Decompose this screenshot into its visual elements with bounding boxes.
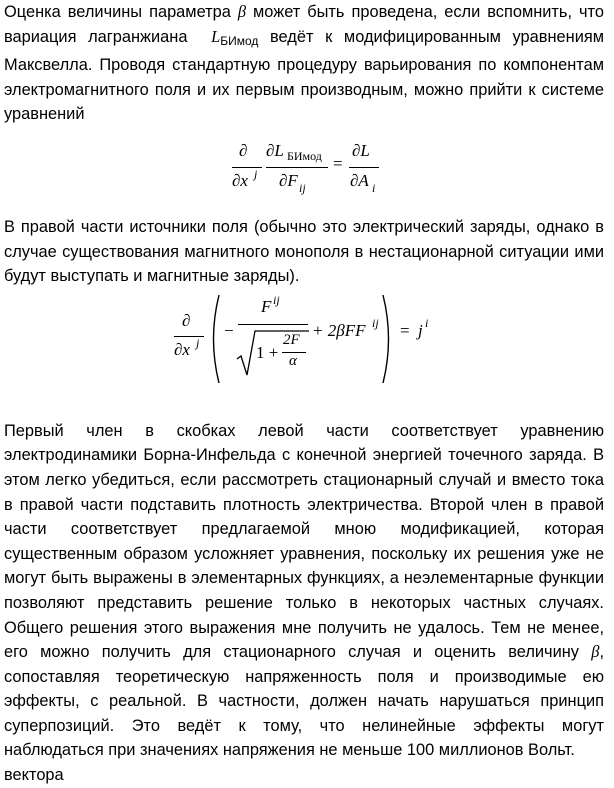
- eq1-rhs-num: ∂L: [352, 140, 370, 160]
- eq2-frac-den: α: [289, 352, 297, 369]
- eq2-fraction-bar-1: [174, 336, 204, 337]
- eq1-partial: ∂: [239, 140, 248, 160]
- eq1-fraction-bar-2: [266, 167, 328, 168]
- eq2-main-fraction-bar: [238, 324, 308, 325]
- eq1-num-sub: БИмод: [287, 148, 322, 163]
- eq1-den-df: ∂F: [279, 170, 298, 190]
- beta-symbol: β: [237, 2, 247, 21]
- eq2-one-plus: 1 +: [256, 342, 279, 362]
- eq1-dx: ∂x: [232, 170, 248, 190]
- eq2-rhs: j: [418, 320, 423, 340]
- eq2-left-paren: [206, 293, 222, 385]
- paragraph-sources: В правой части источники поля (обычно это электрический заряды, однако в случае существования магнитного монополя в нестационарной ситуации ими будут выступать и магнитные заряды).: [4, 217, 604, 286]
- eq1-dx-sup: j: [254, 166, 258, 181]
- eq2-right-paren: [380, 293, 396, 385]
- equation-1: [4, 127, 604, 215]
- eq2-partial: ∂: [182, 310, 191, 330]
- eq1-fraction-bar-3: [349, 167, 379, 168]
- paragraph-intro-text-3: ведёт к модифицированным уравнениям Максвелла. Проводя стандартную процедуру варьирования по компонентам электромагнитного поля и их первым производным, можно прийти к системе уравнений: [4, 27, 604, 124]
- eq2-dx: ∂x: [174, 339, 190, 359]
- eq2-dx-sup: j: [196, 335, 200, 350]
- equation-2: [4, 289, 604, 419]
- trailing-word: вектора: [4, 766, 64, 785]
- eq1-num-dl: ∂L: [266, 140, 284, 160]
- eq2-f-num-sup: ij: [273, 292, 280, 307]
- eq2-f-num: F: [261, 296, 272, 316]
- paragraph-intro-text-1: Оценка величины параметра: [4, 3, 238, 21]
- eq1-rhs-den: ∂A: [350, 170, 369, 190]
- eq2-frac-num: 2F: [283, 331, 300, 348]
- eq2-rhs-sup: i: [425, 315, 429, 330]
- eq1-den-sub: ij: [299, 180, 306, 195]
- paragraph-intro: [4, 0, 604, 127]
- lagrangian-subscript: БИмод: [220, 33, 259, 48]
- paragraph-discussion: [4, 419, 604, 763]
- lagrangian-symbol: L: [211, 26, 221, 46]
- eq2-plus-term: + 2βFF: [312, 320, 366, 340]
- eq1-fraction-bar-1: [232, 167, 262, 168]
- eq2-equals: =: [400, 320, 410, 340]
- eq1-rhs-den-sub: i: [372, 180, 376, 195]
- eq2-minus: −: [224, 320, 234, 340]
- eq2-plus-term-sup: ij: [372, 315, 379, 330]
- eq1-equals: =: [333, 153, 343, 173]
- beta-symbol-2: β: [591, 642, 600, 662]
- paragraph-discussion-text-1: Первый член в скобках левой части соответствует уравнению электродинамики Борна-Инфельда с конечной энергией точечного заряда. В этом легко убедиться, если рассмотреть стационарный случай и вместо тока в правой части подставить плотность электричества. Второй член в правой части соответствует предлагаемой мною модификацией, которая существенным образом усложняет уравнения, поскольку их решения уже не могут быть выражены в элементарных функциях, а неэлементарные функции позволяют представить решение только в некоторых частных случаях. Общего решения этого выражения мне получить не удалось. Тем не менее, его можно получить для стационарного случая и оценить величину: [4, 421, 604, 662]
- document-page: [4, 0, 604, 788]
- paragraph-intro-text-2: может быть проведена, если вспомнить, что вариация лагранжиана: [4, 3, 604, 46]
- paragraph-discussion-text-2: , сопоставляя теоретическую напряженность поля и производимые ею эффекты, с реальной. В частности, должен начать нарушаться принцип суперпозиций. Это ведёт к тому, что нелинейные эффекты могут наблюдаться при значениях напряжения не меньше 100 миллионов Вольт.: [4, 643, 604, 760]
